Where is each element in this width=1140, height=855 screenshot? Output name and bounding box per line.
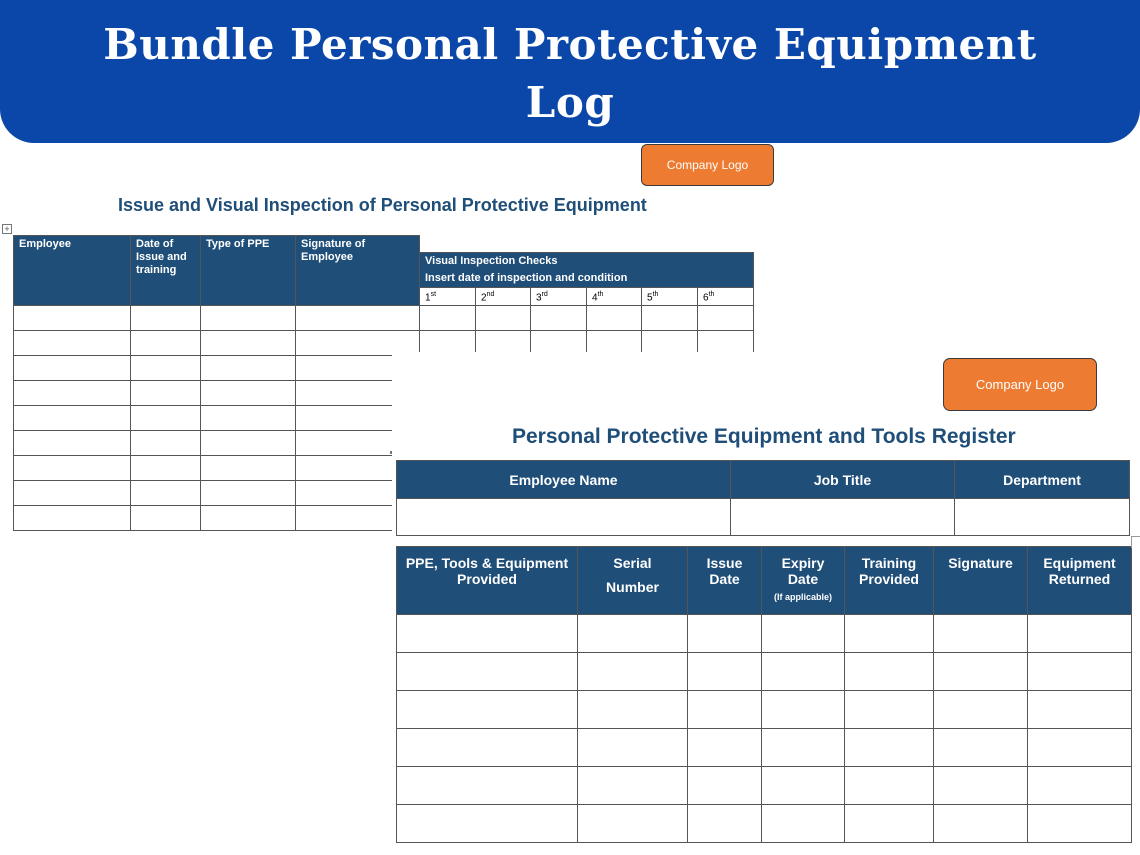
- table-row: [14, 306, 754, 331]
- banner-title: [0, 0, 1140, 132]
- check-6: 6th: [698, 288, 754, 306]
- company-logo-placeholder-2: Company Logo: [943, 358, 1097, 411]
- check-3: 3rd: [531, 288, 587, 306]
- col-header-equipment-returned: Equipment Returned: [1028, 547, 1132, 615]
- employee-name-cell[interactable]: [397, 499, 731, 536]
- table-row: [397, 729, 1132, 767]
- col-header-serial-number: Serial Number: [578, 547, 688, 615]
- check-5: 5th: [642, 288, 698, 306]
- check-2: 2nd: [476, 288, 531, 306]
- col-header-type-ppe: Type of PPE: [201, 236, 296, 306]
- page-corner-icon: [1131, 536, 1140, 548]
- table-row: [397, 767, 1132, 805]
- col-header-employee: Employee: [14, 236, 131, 306]
- col-header-issue-date: Issue Date: [688, 547, 762, 615]
- table-row: [397, 691, 1132, 729]
- table-row: [397, 805, 1132, 843]
- col-header-training-provided: Training Provided: [845, 547, 934, 615]
- register-form-page: [392, 352, 1140, 855]
- visual-inspection-header: [420, 253, 754, 288]
- visual-inspection-line2: Insert date of inspection and condition: [425, 272, 628, 284]
- col-header-ppe-provided: PPE, Tools & Equipment Provided: [397, 547, 578, 615]
- department-cell[interactable]: [955, 499, 1130, 536]
- col-header-signature: Signature: [934, 547, 1028, 615]
- company-logo-placeholder: Company Logo: [641, 144, 774, 186]
- col-header-date-issue: Date of Issue and training: [131, 236, 201, 306]
- title-banner: [0, 0, 1140, 143]
- col-header-job-title: Job Title: [731, 461, 955, 499]
- table-row: [397, 499, 1130, 536]
- inspection-form-title: Issue and Visual Inspection of Personal Protective Equipment: [118, 195, 647, 215]
- table-move-handle-icon[interactable]: +: [2, 224, 12, 234]
- col-header-department: Department: [955, 461, 1130, 499]
- employee-details-table: [396, 460, 1130, 536]
- table-row: [397, 615, 1132, 653]
- job-title-cell[interactable]: [731, 499, 955, 536]
- check-1: 1st: [420, 288, 476, 306]
- col-header-expiry-date: Expiry Date (If applicable): [762, 547, 845, 615]
- visual-inspection-line1: Visual Inspection Checks: [425, 255, 558, 267]
- table-row: [397, 653, 1132, 691]
- register-table: [396, 546, 1132, 843]
- banner-title-line1: Bundle Personal Protective Equipment: [103, 20, 1037, 69]
- col-header-employee-name: Employee Name: [397, 461, 731, 499]
- register-form-title: Personal Protective Equipment and Tools Register: [512, 425, 1016, 448]
- col-header-signature: Signature of Employee: [296, 236, 420, 306]
- banner-title-line2: Log: [525, 78, 615, 127]
- check-4: 4th: [587, 288, 642, 306]
